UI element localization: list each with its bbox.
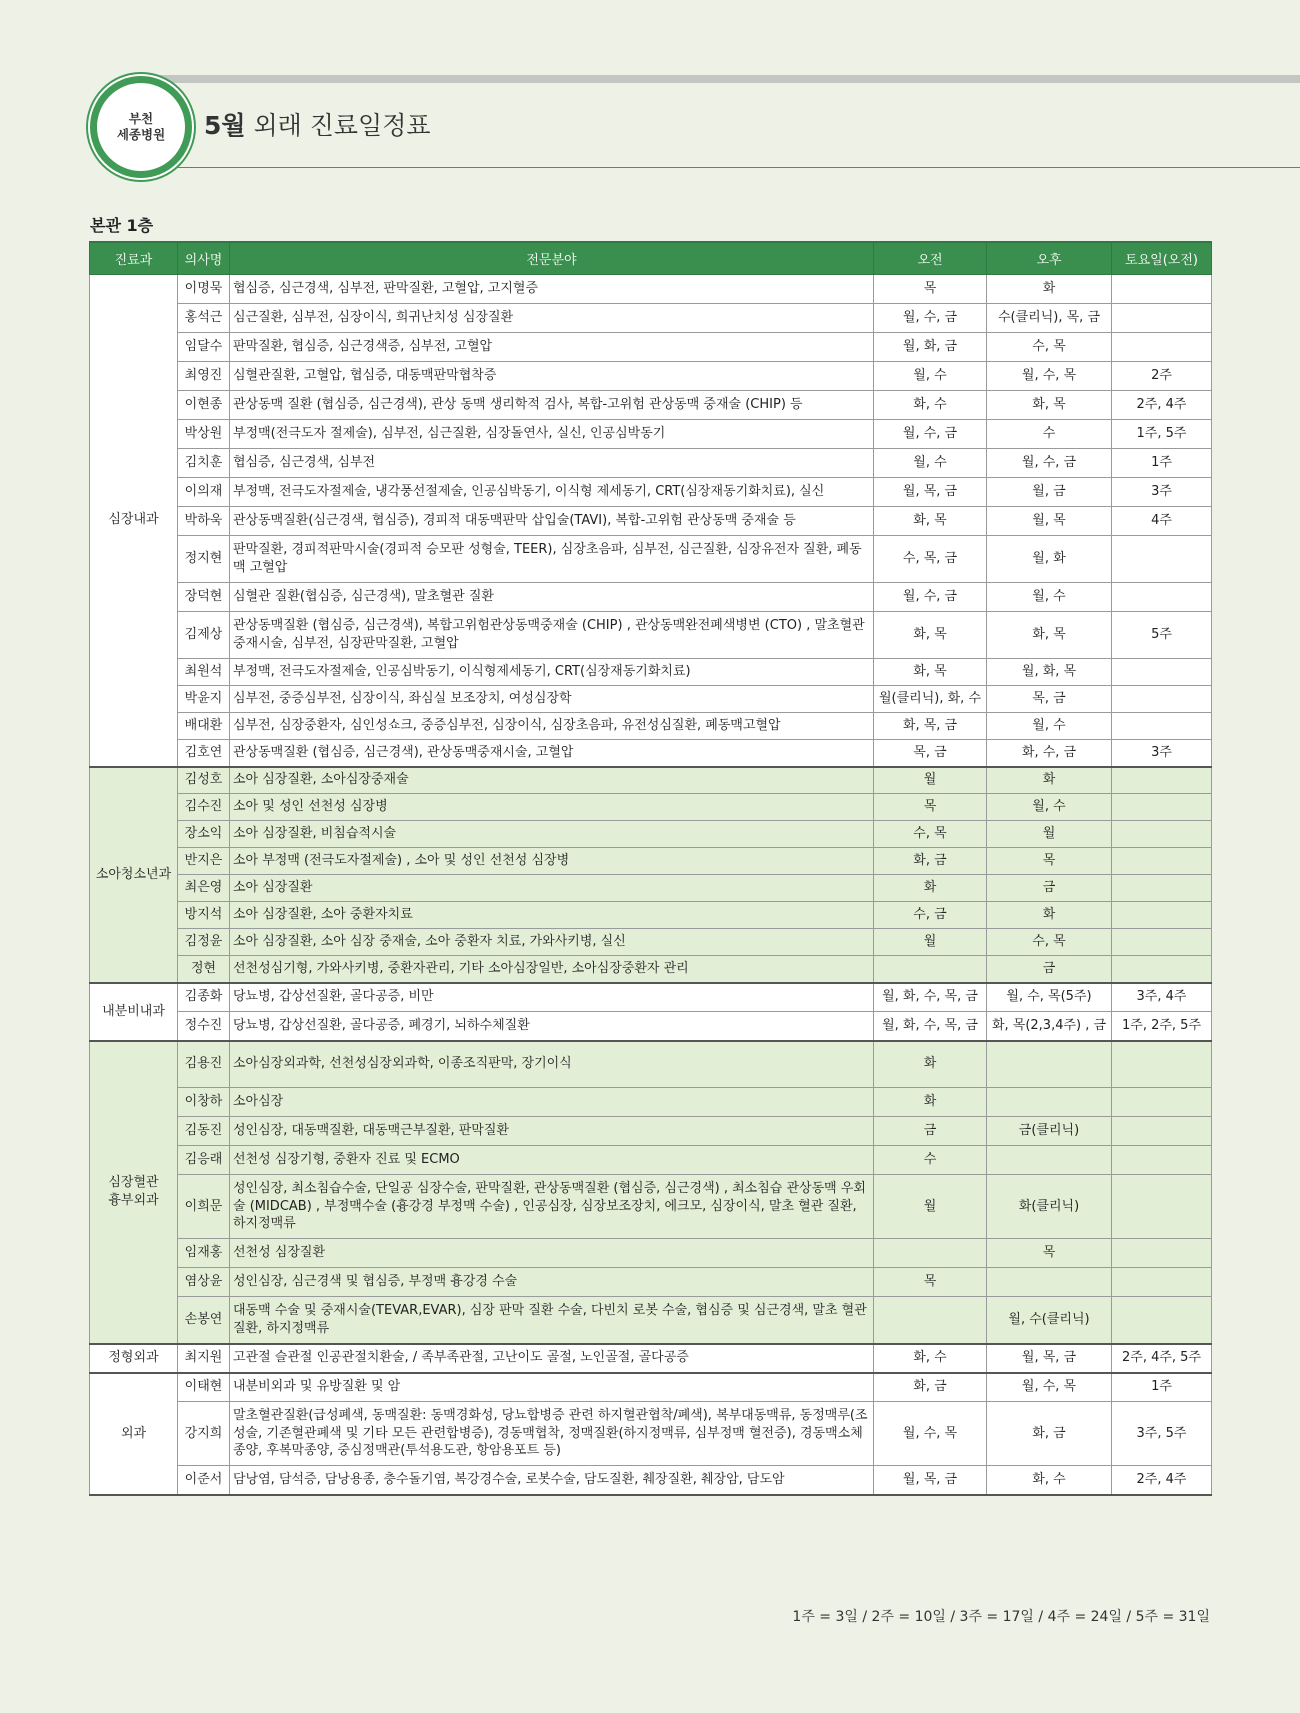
- table-row: [90, 536, 1212, 583]
- table-row: [90, 1373, 1212, 1402]
- specialty-cell: 선천성심기형, 가와사키병, 중환자관리, 기타 소아심장일반, 소아심장중환자 관리: [230, 956, 874, 983]
- table-row: [90, 1239, 1212, 1268]
- floor-label: 본관 1층: [90, 216, 154, 235]
- table-row: [90, 333, 1212, 362]
- doctor-name-cell: 박윤지: [178, 686, 230, 713]
- am-cell: 화, 금: [874, 1373, 987, 1402]
- specialty-cell: 선천성 심장질환: [230, 1239, 874, 1268]
- pm-cell: 화, 수: [987, 1466, 1112, 1495]
- table-row: [90, 659, 1212, 686]
- doctor-name-cell: 이태현: [178, 1373, 230, 1402]
- doctor-name-cell: 임달수: [178, 333, 230, 362]
- pm-cell: 화: [987, 902, 1112, 929]
- doctor-name-cell: 이창하: [178, 1088, 230, 1117]
- table-row: [90, 1041, 1212, 1088]
- table-row: [90, 583, 1212, 612]
- specialty-cell: 협심증, 심근경색, 심부전, 판막질환, 고혈압, 고지혈증: [230, 275, 874, 304]
- pm-cell: 수, 목: [987, 333, 1112, 362]
- pm-cell: 화, 목(2,3,4주) , 금: [987, 1012, 1112, 1041]
- pm-cell: 월, 화: [987, 536, 1112, 583]
- am-cell: 화, 목, 금: [874, 713, 987, 740]
- am-cell: [874, 956, 987, 983]
- sat-cell: [1112, 1297, 1212, 1344]
- sat-cell: [1112, 713, 1212, 740]
- am-cell: [874, 1297, 987, 1344]
- table-row: [90, 478, 1212, 507]
- doctor-name-cell: 김호연: [178, 740, 230, 767]
- schedule-table: [89, 241, 1212, 1496]
- specialty-cell: 소아 심장질환: [230, 875, 874, 902]
- sat-cell: 3주, 4주: [1112, 983, 1212, 1012]
- week-footnote: 1주 = 3일 / 2주 = 10일 / 3주 = 17일 / 4주 = 24일 / 5주 = 31일: [792, 1609, 1210, 1625]
- pm-cell: 화, 금: [987, 1402, 1112, 1466]
- am-cell: 금: [874, 1117, 987, 1146]
- am-cell: 월, 수: [874, 449, 987, 478]
- dept-name-line: 흉부외과: [108, 1193, 159, 1208]
- pm-cell: 월, 수, 목: [987, 362, 1112, 391]
- pm-cell: 수(클리닉), 목, 금: [987, 304, 1112, 333]
- doctor-name-cell: 김동진: [178, 1117, 230, 1146]
- sat-cell: 3주, 5주: [1112, 1402, 1212, 1466]
- doctor-name-cell: 김용진: [178, 1041, 230, 1088]
- pm-cell: 수, 목: [987, 929, 1112, 956]
- pm-cell: 금: [987, 875, 1112, 902]
- specialty-cell: 당뇨병, 갑상선질환, 골다공증, 폐경기, 뇌하수체질환: [230, 1012, 874, 1041]
- table-row: [90, 1344, 1212, 1373]
- top-decor-bar: [150, 75, 1300, 83]
- table-row: [90, 983, 1212, 1012]
- specialty-cell: 소아 및 성인 선천성 심장병: [230, 794, 874, 821]
- am-cell: 월, 수, 금: [874, 583, 987, 612]
- sat-cell: [1112, 1117, 1212, 1146]
- specialty-cell: 말초혈관질환(급성폐색, 동맥질환: 동맥경화성, 당뇨합병증 관련 하지혈관협착/폐색), 복부대동맥류, 동정맥루(조성술, 기존혈관폐색 및 기타 모든 관련합병증), 경동맥협착, 정맥질환(하지정맥류, 심부정맥 혈전증), 경동맥소체종양, 후복막종양, 중심정맥관(투석용도관, 항암용포트 등): [230, 1402, 874, 1466]
- doctor-name-cell: 임재홍: [178, 1239, 230, 1268]
- doctor-name-cell: 이의재: [178, 478, 230, 507]
- am-cell: 수, 목: [874, 821, 987, 848]
- table-row: [90, 821, 1212, 848]
- specialty-cell: 소아심장: [230, 1088, 874, 1117]
- col-header-doctor: 의사명: [178, 242, 230, 275]
- table-row: [90, 686, 1212, 713]
- sat-cell: [1112, 956, 1212, 983]
- pm-cell: 목: [987, 848, 1112, 875]
- pm-cell: 화(클리닉): [987, 1175, 1112, 1239]
- sat-cell: [1112, 1146, 1212, 1175]
- specialty-cell: 심근질환, 심부전, 심장이식, 희귀난치성 심장질환: [230, 304, 874, 333]
- doctor-name-cell: 김종화: [178, 983, 230, 1012]
- specialty-cell: 담낭염, 담석증, 담낭용종, 충수돌기염, 복강경수술, 로봇수술, 담도질환, 췌장질환, 췌장암, 담도암: [230, 1466, 874, 1495]
- sat-cell: 1주, 5주: [1112, 420, 1212, 449]
- pm-cell: 월, 목, 금: [987, 1344, 1112, 1373]
- title-underline: [160, 167, 1300, 168]
- specialty-cell: 당뇨병, 갑상선질환, 골다공증, 비만: [230, 983, 874, 1012]
- sat-cell: [1112, 304, 1212, 333]
- sat-cell: 3주: [1112, 740, 1212, 767]
- pm-cell: [987, 1146, 1112, 1175]
- pm-cell: 월, 수, 목: [987, 1373, 1112, 1402]
- am-cell: 화, 목: [874, 612, 987, 659]
- pm-cell: 월, 금: [987, 478, 1112, 507]
- table-row: [90, 713, 1212, 740]
- pm-cell: 월, 수: [987, 713, 1112, 740]
- table-row: [90, 304, 1212, 333]
- dept-cell: 소아청소년과: [90, 767, 178, 983]
- doctor-name-cell: 김치훈: [178, 449, 230, 478]
- specialty-cell: 소아 심장질환, 소아 중환자치료: [230, 902, 874, 929]
- am-cell: 월, 수, 금: [874, 420, 987, 449]
- table-row: [90, 391, 1212, 420]
- doctor-name-cell: 김수진: [178, 794, 230, 821]
- pm-cell: 월, 화, 목: [987, 659, 1112, 686]
- specialty-cell: 판막질환, 협심증, 심근경색증, 심부전, 고혈압: [230, 333, 874, 362]
- title-month: 5월: [204, 111, 246, 140]
- specialty-cell: 부정맥, 전극도자절제술, 인공심박동기, 이식형제세동기, CRT(심장재동기화치료): [230, 659, 874, 686]
- am-cell: 목: [874, 794, 987, 821]
- specialty-cell: 소아 심장질환, 소아심장중재술: [230, 767, 874, 794]
- sat-cell: [1112, 686, 1212, 713]
- am-cell: 월, 화, 수, 목, 금: [874, 983, 987, 1012]
- doctor-name-cell: 반지은: [178, 848, 230, 875]
- doctor-name-cell: 최영진: [178, 362, 230, 391]
- col-header-sat: 토요일(오전): [1112, 242, 1212, 275]
- am-cell: 화, 수: [874, 391, 987, 420]
- sat-cell: 1주: [1112, 1373, 1212, 1402]
- dept-cell: 내분비내과: [90, 983, 178, 1041]
- sat-cell: [1112, 875, 1212, 902]
- sat-cell: [1112, 1239, 1212, 1268]
- sat-cell: 1주: [1112, 449, 1212, 478]
- col-header-dept: 진료과: [90, 242, 178, 275]
- dept-name-line: 심장혈관: [108, 1175, 159, 1191]
- specialty-cell: 선천성 심장기형, 중환자 진료 및 ECMO: [230, 1146, 874, 1175]
- specialty-cell: 관상동맥질환(심근경색, 협심증), 경피적 대동맥판막 삽입술(TAVI), 복합-고위험 관상동맥 중재술 등: [230, 507, 874, 536]
- specialty-cell: 성인심장, 최소침습수술, 단일공 심장수술, 판막질환, 관상동맥질환 (협심증, 심근경색) , 최소침습 관상동맥 우회술 (MIDCAB) , 부정맥수술 (흉강경 부정맥 수술) , 인공심장, 심장보조장치, 에크모, 심장이식, 말초 혈관 질환, 하지정맥류: [230, 1175, 874, 1239]
- specialty-cell: 협심증, 심근경색, 심부전: [230, 449, 874, 478]
- col-header-am: 오전: [874, 242, 987, 275]
- sat-cell: 2주, 4주: [1112, 391, 1212, 420]
- doctor-name-cell: 최지원: [178, 1344, 230, 1373]
- doctor-name-cell: 강지희: [178, 1402, 230, 1466]
- table-row: [90, 740, 1212, 767]
- dept-cell: 외과: [90, 1373, 178, 1495]
- pm-cell: 월, 목: [987, 507, 1112, 536]
- am-cell: 월: [874, 767, 987, 794]
- sat-cell: 2주: [1112, 362, 1212, 391]
- pm-cell: [987, 1041, 1112, 1088]
- specialty-cell: 심부전, 중증심부전, 심장이식, 좌심실 보조장치, 여성심장학: [230, 686, 874, 713]
- page-title: [204, 106, 431, 142]
- am-cell: 월, 목, 금: [874, 1466, 987, 1495]
- specialty-cell: 관상동맥 질환 (협심증, 심근경색), 관상 동맥 생리학적 검사, 복합-고위험 관상동맥 중재술 (CHIP) 등: [230, 391, 874, 420]
- doctor-name-cell: 정수진: [178, 1012, 230, 1041]
- doctor-name-cell: 김제상: [178, 612, 230, 659]
- sat-cell: [1112, 767, 1212, 794]
- specialty-cell: 부정맥(전극도자 절제술), 심부전, 심근질환, 심장돌연사, 실신, 인공심박동기: [230, 420, 874, 449]
- doctor-name-cell: 김정윤: [178, 929, 230, 956]
- specialty-cell: 소아심장외과학, 선천성심장외과학, 이종조직판막, 장기이식: [230, 1041, 874, 1088]
- title-text: 외래 진료일정표: [253, 111, 431, 140]
- specialty-cell: 소아 부정맥 (전극도자절제술) , 소아 및 성인 선천성 심장병: [230, 848, 874, 875]
- table-row: [90, 362, 1212, 391]
- doctor-name-cell: 정지현: [178, 536, 230, 583]
- am-cell: 화, 수: [874, 1344, 987, 1373]
- specialty-cell: 관상동맥질환 (협심증, 심근경색), 복합고위험관상동맥중재술 (CHIP) , 관상동맥완전폐색병변 (CTO) , 말초혈관중재시술, 심부전, 심장판막질환, 고혈압: [230, 612, 874, 659]
- sat-cell: [1112, 1268, 1212, 1297]
- table-row: [90, 1175, 1212, 1239]
- sat-cell: 2주, 4주: [1112, 1466, 1212, 1495]
- sat-cell: 3주: [1112, 478, 1212, 507]
- doctor-name-cell: 장덕현: [178, 583, 230, 612]
- sat-cell: [1112, 275, 1212, 304]
- pm-cell: 목: [987, 1239, 1112, 1268]
- sat-cell: [1112, 583, 1212, 612]
- pm-cell: 화, 수, 금: [987, 740, 1112, 767]
- am-cell: 화, 목: [874, 507, 987, 536]
- sat-cell: [1112, 333, 1212, 362]
- sat-cell: 2주, 4주, 5주: [1112, 1344, 1212, 1373]
- pm-cell: 월, 수(클리닉): [987, 1297, 1112, 1344]
- table-header-row: [90, 242, 1212, 275]
- specialty-cell: 판막질환, 경피적판막시술(경피적 승모판 성형술, TEER), 심장초음파, 심부전, 심근질환, 심장유전자 질환, 폐동맥 고혈압: [230, 536, 874, 583]
- am-cell: [874, 1239, 987, 1268]
- sat-cell: [1112, 1041, 1212, 1088]
- table-row: [90, 1466, 1212, 1495]
- sat-cell: [1112, 536, 1212, 583]
- table-row: [90, 1146, 1212, 1175]
- pm-cell: 금(클리닉): [987, 1117, 1112, 1146]
- doctor-name-cell: 이명묵: [178, 275, 230, 304]
- schedule-body: [90, 275, 1212, 1495]
- am-cell: 월, 화, 수, 목, 금: [874, 1012, 987, 1041]
- specialty-cell: 소아 심장질환, 비침습적시술: [230, 821, 874, 848]
- table-row: [90, 275, 1212, 304]
- doctor-name-cell: 방지석: [178, 902, 230, 929]
- am-cell: 월, 수, 목: [874, 1402, 987, 1466]
- doctor-name-cell: 홍석근: [178, 304, 230, 333]
- table-row: [90, 612, 1212, 659]
- am-cell: 수, 금: [874, 902, 987, 929]
- am-cell: 수, 목, 금: [874, 536, 987, 583]
- table-row: [90, 1402, 1212, 1466]
- am-cell: 수: [874, 1146, 987, 1175]
- table-row: [90, 1088, 1212, 1117]
- specialty-cell: 대동맥 수술 및 중재시술(TEVAR,EVAR), 심장 판막 질환 수술, 다빈치 로봇 수술, 협심증 및 심근경색, 말초 혈관 질환, 하지정맥류: [230, 1297, 874, 1344]
- specialty-cell: 심혈관질환, 고혈압, 협심증, 대동맥판막협착증: [230, 362, 874, 391]
- col-header-pm: 오후: [987, 242, 1112, 275]
- table-row: [90, 1117, 1212, 1146]
- pm-cell: 월: [987, 821, 1112, 848]
- sat-cell: 4주: [1112, 507, 1212, 536]
- doctor-name-cell: 박하욱: [178, 507, 230, 536]
- doctor-name-cell: 최은영: [178, 875, 230, 902]
- doctor-name-cell: 배대환: [178, 713, 230, 740]
- am-cell: 월, 목, 금: [874, 478, 987, 507]
- pm-cell: [987, 1268, 1112, 1297]
- sat-cell: 5주: [1112, 612, 1212, 659]
- doctor-name-cell: 김응래: [178, 1146, 230, 1175]
- table-row: [90, 767, 1212, 794]
- specialty-cell: 성인심장, 대동맥질환, 대동맥근부질환, 판막질환: [230, 1117, 874, 1146]
- table-row: [90, 875, 1212, 902]
- table-row: [90, 1268, 1212, 1297]
- col-header-specialty: 전문분야: [230, 242, 874, 275]
- am-cell: 화: [874, 1088, 987, 1117]
- am-cell: 목: [874, 275, 987, 304]
- table-row: [90, 1012, 1212, 1041]
- am-cell: 월: [874, 929, 987, 956]
- doctor-name-cell: 이준서: [178, 1466, 230, 1495]
- sat-cell: [1112, 1175, 1212, 1239]
- specialty-cell: 성인심장, 심근경색 및 협심증, 부정맥 흉강경 수술: [230, 1268, 874, 1297]
- am-cell: 월: [874, 1175, 987, 1239]
- table-row: [90, 848, 1212, 875]
- am-cell: 월, 수: [874, 362, 987, 391]
- specialty-cell: 내분비외과 및 유방질환 및 암: [230, 1373, 874, 1402]
- specialty-cell: 관상동맥질환 (협심증, 심근경색), 관상동맥중재시술, 고혈압: [230, 740, 874, 767]
- pm-cell: 금: [987, 956, 1112, 983]
- pm-cell: 월, 수: [987, 583, 1112, 612]
- am-cell: 화: [874, 1041, 987, 1088]
- am-cell: 화, 금: [874, 848, 987, 875]
- doctor-name-cell: 장소익: [178, 821, 230, 848]
- am-cell: 월, 수, 금: [874, 304, 987, 333]
- am-cell: 목, 금: [874, 740, 987, 767]
- dept-cell: 정형외과: [90, 1344, 178, 1373]
- am-cell: 월, 화, 금: [874, 333, 987, 362]
- seal-line2: 세종병원: [116, 127, 166, 142]
- doctor-name-cell: 박상원: [178, 420, 230, 449]
- sat-cell: 1주, 2주, 5주: [1112, 1012, 1212, 1041]
- doctor-name-cell: 이희문: [178, 1175, 230, 1239]
- table-row: [90, 1297, 1212, 1344]
- hospital-seal: [90, 76, 192, 178]
- sat-cell: [1112, 902, 1212, 929]
- specialty-cell: 고관절 슬관절 인공관절치환술, / 족부족관절, 고난이도 골절, 노인골절, 골다공증: [230, 1344, 874, 1373]
- pm-cell: 화: [987, 767, 1112, 794]
- sat-cell: [1112, 794, 1212, 821]
- table-row: [90, 449, 1212, 478]
- sat-cell: [1112, 929, 1212, 956]
- table-row: [90, 956, 1212, 983]
- sat-cell: [1112, 848, 1212, 875]
- table-row: [90, 794, 1212, 821]
- pm-cell: 월, 수, 금: [987, 449, 1112, 478]
- pm-cell: 화, 목: [987, 391, 1112, 420]
- specialty-cell: 심혈관 질환(협심증, 심근경색), 말초혈관 질환: [230, 583, 874, 612]
- specialty-cell: 부정맥, 전극도자절제술, 냉각풍선절제술, 인공심박동기, 이식형 제세동기, CRT(심장재동기화치료), 실신: [230, 478, 874, 507]
- pm-cell: 월, 수, 목(5주): [987, 983, 1112, 1012]
- specialty-cell: 심부전, 심장중환자, 심인성쇼크, 중증심부전, 심장이식, 심장초음파, 유전성심질환, 폐동맥고혈압: [230, 713, 874, 740]
- table-row: [90, 420, 1212, 449]
- pm-cell: 화, 목: [987, 612, 1112, 659]
- seal-line1: 부천: [128, 110, 154, 126]
- pm-cell: 화: [987, 275, 1112, 304]
- sat-cell: [1112, 659, 1212, 686]
- table-row: [90, 929, 1212, 956]
- sat-cell: [1112, 1088, 1212, 1117]
- am-cell: 화: [874, 875, 987, 902]
- sat-cell: [1112, 821, 1212, 848]
- dept-cell: 심장내과: [90, 275, 178, 767]
- pm-cell: 월, 수: [987, 794, 1112, 821]
- table-row: [90, 902, 1212, 929]
- doctor-name-cell: 최원석: [178, 659, 230, 686]
- dept-cell: [90, 1041, 178, 1344]
- am-cell: 화, 목: [874, 659, 987, 686]
- pm-cell: 목, 금: [987, 686, 1112, 713]
- pm-cell: [987, 1088, 1112, 1117]
- doctor-name-cell: 염상윤: [178, 1268, 230, 1297]
- doctor-name-cell: 정현: [178, 956, 230, 983]
- doctor-name-cell: 이현종: [178, 391, 230, 420]
- doctor-name-cell: 김성호: [178, 767, 230, 794]
- specialty-cell: 소아 심장질환, 소아 심장 중재술, 소아 중환자 치료, 가와사키병, 실신: [230, 929, 874, 956]
- pm-cell: 수: [987, 420, 1112, 449]
- am-cell: 월(클리닉), 화, 수: [874, 686, 987, 713]
- table-row: [90, 507, 1212, 536]
- am-cell: 목: [874, 1268, 987, 1297]
- doctor-name-cell: 손봉연: [178, 1297, 230, 1344]
